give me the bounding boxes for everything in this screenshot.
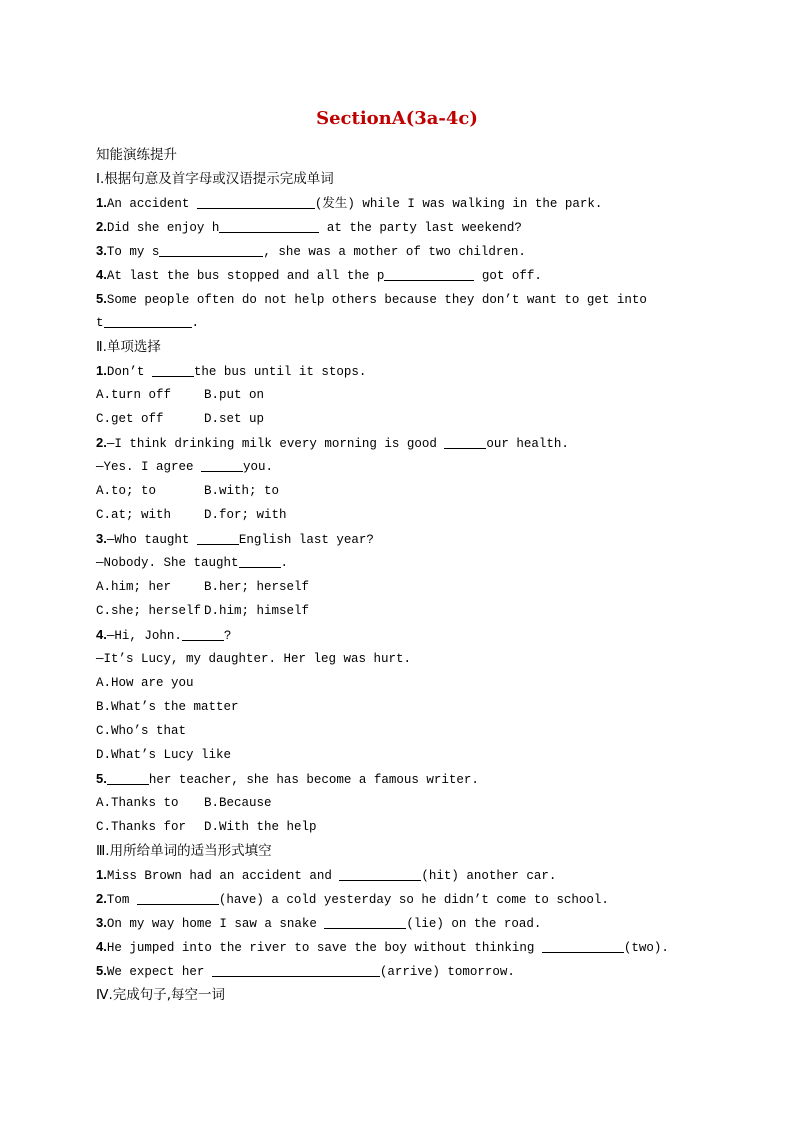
option-row — [96, 599, 736, 623]
q-text: —Hi, John. — [106, 629, 182, 643]
option-row — [96, 503, 736, 527]
option-row — [96, 575, 736, 599]
q-text: you. — [243, 460, 274, 474]
answer-blank[interactable] — [384, 266, 474, 281]
part3-q1 — [96, 863, 736, 887]
option-a[interactable]: A.to; to — [96, 484, 157, 498]
q-text: Some people often do not help others because they don’t want to get into — [106, 293, 647, 307]
option-d[interactable]: D.set up — [204, 412, 265, 426]
answer-blank[interactable] — [201, 457, 243, 472]
q-text: Did she enjoy h — [106, 221, 220, 235]
part2-q1 — [96, 359, 736, 383]
option-b[interactable]: B.What’s the matter — [96, 700, 239, 714]
q-text: He jumped into the river to save the boy without thinking — [106, 941, 542, 955]
answer-blank[interactable] — [182, 626, 224, 641]
q-text: On my way home I saw a snake — [106, 917, 325, 931]
worksheet-body — [96, 143, 736, 1007]
q-number: 5. — [96, 963, 107, 978]
answer-blank[interactable] — [219, 218, 319, 233]
q-text: her teacher, she has become a famous writer. — [148, 773, 479, 787]
option-d[interactable]: D.What’s Lucy like — [96, 748, 232, 762]
part2-heading: Ⅱ.单项选择 — [96, 339, 161, 355]
q-text: (lie) on the road. — [406, 917, 542, 931]
part3-heading: Ⅲ.用所给单词的适当形式填空 — [96, 843, 272, 859]
q-text: —Nobody. She taught — [96, 556, 239, 570]
q-number: 1. — [96, 867, 107, 882]
option-c[interactable]: C.Thanks for — [96, 820, 187, 834]
answer-blank[interactable] — [197, 194, 315, 209]
option-c[interactable]: C.get off — [96, 412, 164, 426]
option-d[interactable]: D.for; with — [204, 508, 287, 522]
answer-blank[interactable] — [444, 434, 486, 449]
part1-q4 — [96, 263, 736, 287]
q-text: —Who taught — [106, 533, 197, 547]
part3-q5 — [96, 959, 736, 983]
q-text: An accident — [106, 197, 197, 211]
option-c[interactable]: C.she; herself — [96, 604, 202, 618]
q-text: —I think drinking milk every morning is good — [106, 437, 445, 451]
q-number: 5. — [96, 771, 107, 786]
option-c[interactable]: C.at; with — [96, 508, 172, 522]
answer-blank[interactable] — [239, 553, 281, 568]
part2-q2 — [96, 431, 736, 455]
answer-blank[interactable] — [542, 938, 624, 953]
q-text: got off. — [474, 269, 542, 283]
answer-blank[interactable] — [197, 530, 239, 545]
q-number: 3. — [96, 531, 107, 546]
option-b[interactable]: B.put on — [204, 388, 265, 402]
part3-q4 — [96, 935, 736, 959]
q-text: (发生) while I was walking in the park. — [314, 197, 603, 211]
q-text: t — [96, 316, 104, 330]
q-number: 4. — [96, 627, 107, 642]
q-text: (arrive) tomorrow. — [379, 965, 515, 979]
q-text: (hit) another car. — [421, 869, 557, 883]
q-number: 1. — [96, 195, 107, 210]
option-row — [96, 383, 736, 407]
q-text: To my s — [106, 245, 160, 259]
q-number: 3. — [96, 243, 107, 258]
q-text: the bus until it stops. — [193, 365, 367, 379]
q-number: 4. — [96, 939, 107, 954]
q-number: 2. — [96, 219, 107, 234]
q-text: ? — [223, 629, 232, 643]
q-number: 2. — [96, 435, 107, 450]
part1-q5-cont — [96, 311, 736, 335]
page-title: SectionA(3a-4c) — [316, 108, 478, 129]
q-text: Tom — [106, 893, 137, 907]
part3-q2 — [96, 887, 736, 911]
option-row — [96, 407, 736, 431]
part2-q3-line2 — [96, 551, 736, 575]
q-text: (two). — [623, 941, 669, 955]
option-d[interactable]: D.him; himself — [204, 604, 310, 618]
part1-heading: Ⅰ.根据句意及首字母或汉语提示完成单词 — [96, 171, 334, 187]
part2-q4 — [96, 623, 736, 647]
answer-blank[interactable] — [152, 362, 194, 377]
q-text: At last the bus stopped and all the p — [106, 269, 385, 283]
part2-q5 — [96, 767, 736, 791]
q-text: Miss Brown had an accident and — [106, 869, 340, 883]
option-row — [96, 479, 736, 503]
option-b[interactable]: B.Because — [204, 796, 272, 810]
option-row — [96, 815, 736, 839]
q-text: our health. — [486, 437, 569, 451]
q-text: We expect her — [106, 965, 212, 979]
option-b[interactable]: B.with; to — [204, 484, 280, 498]
option-a[interactable]: A.Thanks to — [96, 796, 179, 810]
q-number: 4. — [96, 267, 107, 282]
q-number: 3. — [96, 915, 107, 930]
answer-blank[interactable] — [159, 242, 263, 257]
part2-q3 — [96, 527, 736, 551]
q-number: 5. — [96, 291, 107, 306]
sub-heading: 知能演练提升 — [96, 147, 177, 163]
option-row — [96, 791, 736, 815]
option-b[interactable]: B.her; herself — [204, 580, 310, 594]
part1-q1 — [96, 191, 736, 215]
part1-q3 — [96, 239, 736, 263]
q-text: —Yes. I agree — [96, 460, 202, 474]
part4-heading: Ⅳ.完成句子,每空一词 — [96, 987, 226, 1003]
q-text: at the party last weekend? — [319, 221, 522, 235]
option-c[interactable]: C.Who’s that — [96, 724, 187, 738]
q-text: , she was a mother of two children. — [263, 245, 526, 259]
answer-blank[interactable] — [324, 914, 406, 929]
part1-q5 — [96, 287, 736, 311]
answer-blank[interactable] — [137, 890, 219, 905]
part1-q2 — [96, 215, 736, 239]
answer-blank[interactable] — [339, 866, 421, 881]
option-a[interactable]: A.How are you — [96, 676, 194, 690]
part2-q4-line2: —It’s Lucy, my daughter. Her leg was hurt. — [96, 652, 412, 666]
q-text: (have) a cold yesterday so he didn’t come to school. — [218, 893, 609, 907]
option-a[interactable]: A.turn off — [96, 388, 172, 402]
q-number: 1. — [96, 363, 107, 378]
q-text: . — [191, 316, 200, 330]
answer-blank[interactable] — [107, 770, 149, 785]
q-text: Don’t — [106, 365, 152, 379]
answer-blank[interactable] — [212, 962, 380, 977]
option-a[interactable]: A.him; her — [96, 580, 172, 594]
answer-blank[interactable] — [104, 313, 192, 328]
q-text: English last year? — [238, 533, 374, 547]
q-text: . — [280, 556, 289, 570]
part3-q3 — [96, 911, 736, 935]
q-number: 2. — [96, 891, 107, 906]
option-d[interactable]: D.With the help — [204, 820, 317, 834]
part2-q2-line2 — [96, 455, 736, 479]
